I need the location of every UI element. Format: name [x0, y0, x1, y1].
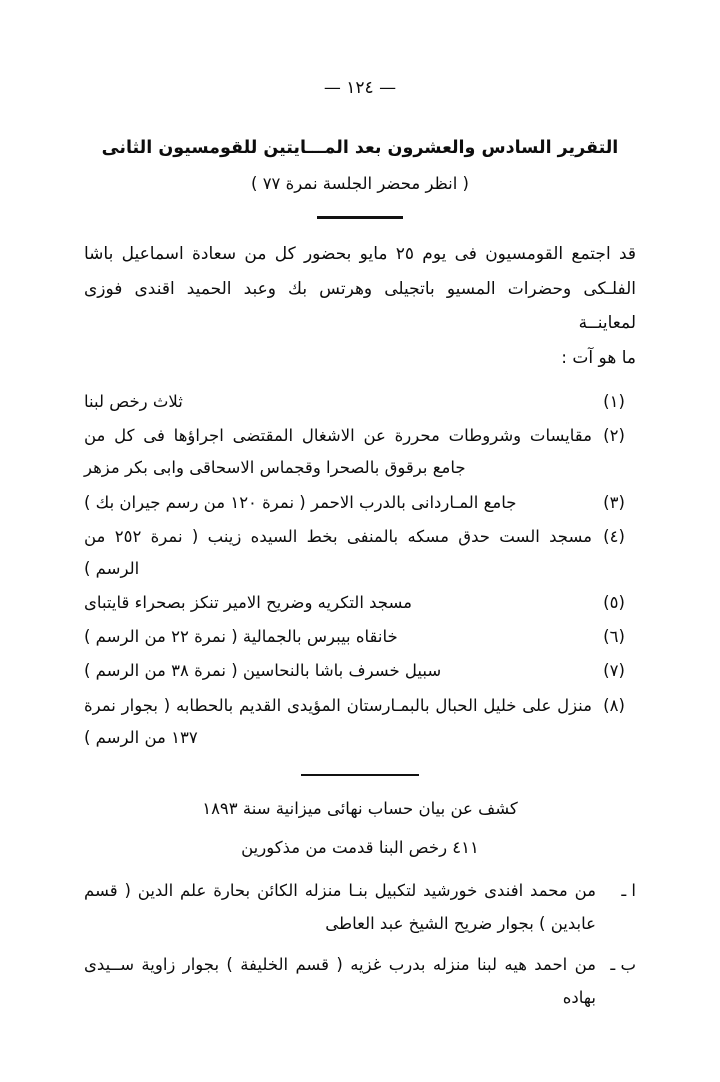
page-number: — ١٢٤ — — [323, 78, 397, 98]
list-item — [84, 621, 636, 653]
list-item-text: مسجد الست حدق مسكه بالمنفى بخط السيده زينب ( نمرة ٢٥٢ من الرسم ) — [84, 526, 592, 578]
list-item — [84, 487, 636, 519]
list-item-text: منزل على خليل الحبال بالبمـارستان المؤيدى القديم بالحطابه ( بجوار نمرة ١٣٧ من الرسم ) — [84, 695, 592, 747]
divider-rule-secondary — [301, 774, 419, 776]
list-item — [84, 948, 636, 1014]
intro-last-line: ما هو آت : — [561, 348, 636, 369]
list-item-marker: (١) — [603, 392, 625, 412]
list-item-marker: (٥) — [603, 593, 625, 613]
list-item-text: سبيل خسرف باشا بالنحاسين ( نمرة ٣٨ من الرسم ) — [84, 661, 442, 681]
list-item-text: جامع المـاردانى بالدرب الاحمر ( نمرة ١٢٠ من رسم جيران بك ) — [84, 492, 517, 512]
list-item-text: خانقاه بيبرس بالجمالية ( نمرة ٢٢ من الرسم ) — [84, 627, 398, 647]
list-item — [84, 420, 636, 484]
section-heading: كشف عن بيان حساب نهائى ميزانية سنة ١٨٩٣ — [202, 798, 518, 818]
list-item — [84, 521, 636, 585]
list-item-marker: (٧) — [603, 661, 625, 681]
divider-rule — [317, 216, 403, 219]
list-item-marker: (٣) — [603, 492, 625, 512]
list-item-text: مقايسات وشروطات محررة عن الاشغال المقتضى اجراؤها فى كل من جامع برقوق بالصحرا وقجماس الاسحاقى وابى بكر مزهر — [84, 426, 592, 478]
list-item-text: ثلاث رخص لبنا — [84, 392, 183, 412]
lettered-list — [84, 874, 636, 1014]
intro-text: قد اجتمع القومسيون فى يوم ٢٥ مايو بحضور كل من سعادة اسماعيل باشا الفلـكى وحضرات المسيو باتجيلى وهرتس بك وعبد الحميد اقندى فوزى لمعاينــة — [84, 243, 636, 334]
list-item-text: من محمد افندى خورشيد لتكبيل بنـا منزله الكائن بحارة علم الدين ( قسم عابدين ) بجوار ضريح الشيخ عبد العاطى — [84, 880, 596, 933]
list-item-marker: (٢) — [603, 426, 625, 446]
list-item — [84, 874, 636, 940]
page-subtitle: ( انظر محضر الجلسة نمرة ٧٧ ) — [251, 174, 469, 194]
list-item-text: مسجد التكريه وضريح الامير تنكز بصحراء قايتباى — [84, 593, 413, 613]
list-item-marker: ا ـ — [621, 880, 636, 900]
list-item-marker: ب ـ — [610, 954, 636, 974]
list-item-text: من احمد هيه لبنا منزله بدرب غزيه ( قسم الخليفة ) بجوار زاوية ســيدى بهاده — [84, 954, 596, 1007]
list-item — [84, 690, 636, 754]
page-title: التقرير السادس والعشرون بعد المـــايتين للقومسيون الثانى — [101, 138, 619, 158]
list-item — [84, 655, 636, 687]
numbered-list — [84, 386, 636, 754]
list-item-marker: (٤) — [603, 526, 625, 546]
intro-paragraph — [84, 237, 636, 376]
list-item-marker: (٦) — [603, 627, 625, 647]
list-item-marker: (٨) — [603, 695, 625, 715]
list-item — [84, 587, 636, 619]
section-subheading: ٤١١ رخص البنا قدمت من مذكورين — [241, 837, 479, 857]
list-item — [84, 386, 636, 418]
